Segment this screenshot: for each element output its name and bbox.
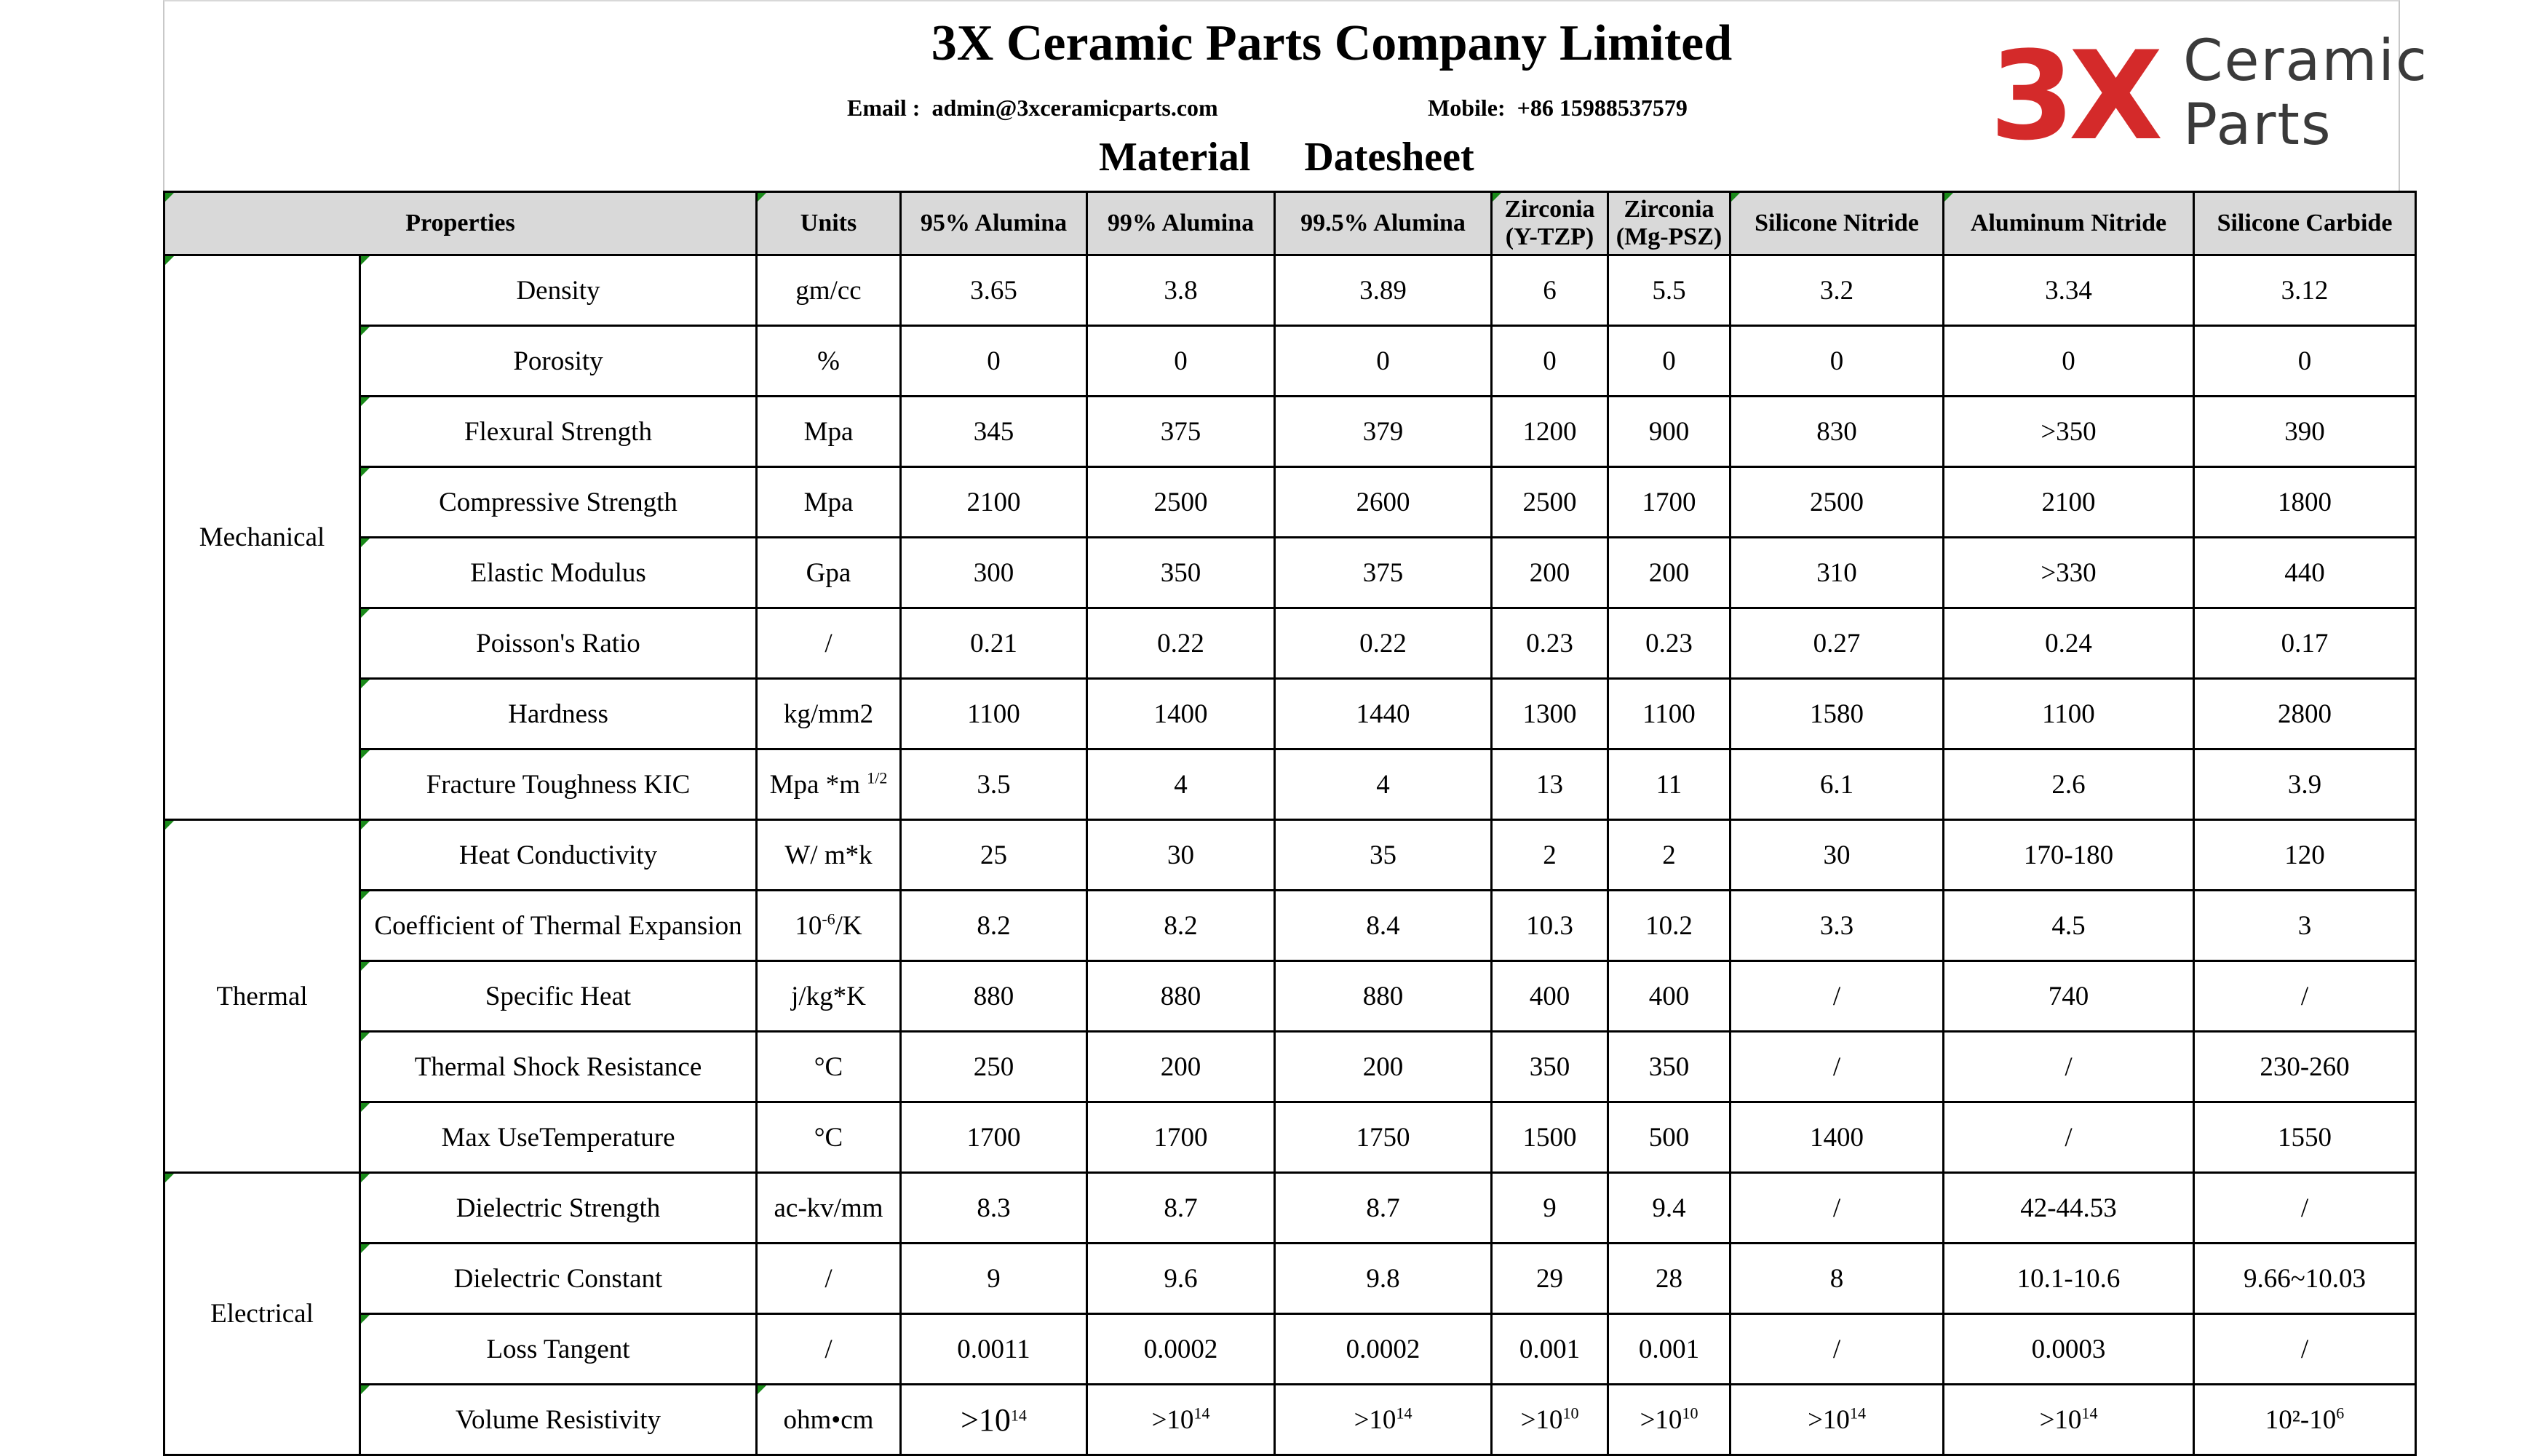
property-cell: Compressive Strength — [360, 467, 757, 538]
value-cell: 5.5 — [1608, 255, 1731, 326]
value-cell: 400 — [1492, 961, 1608, 1032]
value-cell: 0.23 — [1492, 608, 1608, 679]
value-cell: 30 — [1087, 820, 1275, 891]
property-cell: Heat Conductivity — [360, 820, 757, 891]
value-cell: 3.2 — [1731, 255, 1944, 326]
logo-line-parts: Parts — [2183, 92, 2332, 158]
value-cell: 345 — [901, 397, 1087, 467]
value-cell: 1700 — [1087, 1102, 1275, 1173]
value-cell: 375 — [1087, 397, 1275, 467]
value-cell: 310 — [1731, 538, 1944, 608]
value-cell: 1400 — [1087, 679, 1275, 749]
value-cell: 9.8 — [1275, 1244, 1492, 1314]
value-cell: 0 — [2194, 326, 2416, 397]
value-cell: 2600 — [1275, 467, 1492, 538]
value-cell: 3.9 — [2194, 749, 2416, 820]
company-title: 3X Ceramic Parts Company Limited — [931, 15, 1733, 71]
value-cell: 350 — [1608, 1032, 1731, 1102]
value-cell: 3.65 — [901, 255, 1087, 326]
table-row — [164, 749, 2416, 820]
email-line — [847, 90, 1218, 125]
table-row — [164, 1102, 2416, 1173]
email-address: admin@3xceramicparts.com — [931, 95, 1218, 121]
value-cell: 6 — [1492, 255, 1608, 326]
unit-cell: / — [757, 1244, 901, 1314]
value-cell: 830 — [1731, 397, 1944, 467]
value-cell: / — [2194, 1173, 2416, 1244]
value-cell: 880 — [901, 961, 1087, 1032]
value-cell: 4 — [1087, 749, 1275, 820]
value-cell: 1800 — [2194, 467, 2416, 538]
value-cell: 0.17 — [2194, 608, 2416, 679]
value-cell: 0.0011 — [901, 1314, 1087, 1385]
value-cell: 8.2 — [1087, 891, 1275, 961]
unit-cell: kg/mm2 — [757, 679, 901, 749]
value-cell: 2500 — [1731, 467, 1944, 538]
value-cell: 0.24 — [1944, 608, 2194, 679]
value-cell: 0.23 — [1608, 608, 1731, 679]
table-row — [164, 1244, 2416, 1314]
value-cell: 350 — [1087, 538, 1275, 608]
column-header: Properties — [164, 192, 757, 255]
value-cell: 9.4 — [1608, 1173, 1731, 1244]
value-cell: 350 — [1492, 1032, 1608, 1102]
unit-cell: $10^{-6}/K$ — [757, 891, 901, 961]
value-cell: 200 — [1492, 538, 1608, 608]
value-cell: 35 — [1275, 820, 1492, 891]
value-cell: >350 — [1944, 397, 2194, 467]
value-cell: 1440 — [1275, 679, 1492, 749]
property-cell: Fracture Toughness KIC — [360, 749, 757, 820]
value-cell: 0.0002 — [1087, 1314, 1275, 1385]
column-header: Silicone Nitride — [1731, 192, 1944, 255]
value-cell: 740 — [1944, 961, 2194, 1032]
value-cell: 1100 — [901, 679, 1087, 749]
value-cell: 375 — [1275, 538, 1492, 608]
value-cell: 1700 — [1608, 467, 1731, 538]
value-cell: $10^2-10^6$ — [2194, 1385, 2416, 1455]
column-header: Aluminum Nitride — [1944, 192, 2194, 255]
unit-cell: Gpa — [757, 538, 901, 608]
value-cell: / — [1944, 1032, 2194, 1102]
value-cell: 200 — [1087, 1032, 1275, 1102]
value-cell: 4 — [1275, 749, 1492, 820]
datasheet-subtitle — [1099, 128, 1474, 186]
column-header: 99.5% Alumina — [1275, 192, 1492, 255]
table-row — [164, 1032, 2416, 1102]
value-cell: 8.7 — [1087, 1173, 1275, 1244]
value-cell: $>10^{10}$ — [1608, 1385, 1731, 1455]
unit-cell: °C — [757, 1032, 901, 1102]
property-cell: Flexural Strength — [360, 397, 757, 467]
value-cell: 8.7 — [1275, 1173, 1492, 1244]
value-cell: 880 — [1275, 961, 1492, 1032]
value-cell: 200 — [1608, 538, 1731, 608]
value-cell: 0.27 — [1731, 608, 1944, 679]
value-cell: 0.0002 — [1275, 1314, 1492, 1385]
value-cell: 25 — [901, 820, 1087, 891]
value-cell: 11 — [1608, 749, 1731, 820]
value-cell: / — [1731, 961, 1944, 1032]
table-row — [164, 679, 2416, 749]
value-cell: $>10^{14}$ — [901, 1385, 1087, 1455]
table-row — [164, 538, 2416, 608]
value-cell: 440 — [2194, 538, 2416, 608]
unit-cell: / — [757, 1314, 901, 1385]
unit-cell: Mpa — [757, 467, 901, 538]
value-cell: 1550 — [2194, 1102, 2416, 1173]
value-cell: $>10^{10}$ — [1492, 1385, 1608, 1455]
value-cell: 9.6 — [1087, 1244, 1275, 1314]
category-cell: Electrical — [164, 1173, 360, 1455]
category-cell: Thermal — [164, 820, 360, 1173]
value-cell: 9 — [1492, 1173, 1608, 1244]
value-cell: 8.2 — [901, 891, 1087, 961]
value-cell: 300 — [901, 538, 1087, 608]
value-cell: 1750 — [1275, 1102, 1492, 1173]
value-cell: 230-260 — [2194, 1032, 2416, 1102]
value-cell: 2500 — [1492, 467, 1608, 538]
unit-cell: gm/cc — [757, 255, 901, 326]
value-cell: / — [2194, 961, 2416, 1032]
property-cell: Max UseTemperature — [360, 1102, 757, 1173]
value-cell: 200 — [1275, 1032, 1492, 1102]
value-cell: 1100 — [1608, 679, 1731, 749]
email-label: Email : — [847, 95, 921, 121]
value-cell: 0.001 — [1492, 1314, 1608, 1385]
value-cell: 400 — [1608, 961, 1731, 1032]
value-cell: 2 — [1608, 820, 1731, 891]
value-cell: 1580 — [1731, 679, 1944, 749]
value-cell: 0.21 — [901, 608, 1087, 679]
value-cell: 8.4 — [1275, 891, 1492, 961]
value-cell: 3 — [2194, 891, 2416, 961]
value-cell: 0 — [1087, 326, 1275, 397]
material-properties-table — [163, 191, 2417, 1456]
value-cell: 0.22 — [1275, 608, 1492, 679]
column-header: 95% Alumina — [901, 192, 1087, 255]
table-row — [164, 1385, 2416, 1455]
value-cell: 1300 — [1492, 679, 1608, 749]
header-row — [164, 192, 2416, 255]
value-cell: 120 — [2194, 820, 2416, 891]
value-cell: $>10^{14}$ — [1275, 1385, 1492, 1455]
unit-cell: °C — [757, 1102, 901, 1173]
table-row — [164, 608, 2416, 679]
value-cell: / — [1731, 1173, 1944, 1244]
value-cell: 2.6 — [1944, 749, 2194, 820]
property-cell: Loss Tangent — [360, 1314, 757, 1385]
value-cell: 3.5 — [901, 749, 1087, 820]
column-header: 99% Alumina — [1087, 192, 1275, 255]
subtitle-word-datesheet: Datesheet — [1304, 135, 1474, 180]
table-row — [164, 1173, 2416, 1244]
value-cell: 0 — [901, 326, 1087, 397]
value-cell: / — [1731, 1032, 1944, 1102]
table-row — [164, 397, 2416, 467]
value-cell: 0.0003 — [1944, 1314, 2194, 1385]
value-cell: 900 — [1608, 397, 1731, 467]
value-cell: $>10^{14}$ — [1944, 1385, 2194, 1455]
value-cell: 4.5 — [1944, 891, 2194, 961]
column-header: Zirconia (Y-TZP) — [1492, 192, 1608, 255]
property-cell: Specific Heat — [360, 961, 757, 1032]
logo-line-ceramic: Ceramic — [2183, 28, 2428, 94]
value-cell: 390 — [2194, 397, 2416, 467]
value-cell: 2500 — [1087, 467, 1275, 538]
unit-cell: % — [757, 326, 901, 397]
unit-cell: ohm•cm — [757, 1385, 901, 1455]
value-cell: 29 — [1492, 1244, 1608, 1314]
value-cell: 2100 — [901, 467, 1087, 538]
table-row — [164, 820, 2416, 891]
property-cell: Dielectric Strength — [360, 1173, 757, 1244]
value-cell: 2800 — [2194, 679, 2416, 749]
value-cell: 8.3 — [901, 1173, 1087, 1244]
value-cell: 1400 — [1731, 1102, 1944, 1173]
value-cell: 880 — [1087, 961, 1275, 1032]
unit-cell: W/ m*k — [757, 820, 901, 891]
property-cell: Porosity — [360, 326, 757, 397]
value-cell: 42-44.53 — [1944, 1173, 2194, 1244]
property-cell: Hardness — [360, 679, 757, 749]
value-cell: 3.34 — [1944, 255, 2194, 326]
property-cell: Poisson's Ratio — [360, 608, 757, 679]
value-cell: 3.3 — [1731, 891, 1944, 961]
value-cell: 10.1-10.6 — [1944, 1244, 2194, 1314]
value-cell: 8 — [1731, 1244, 1944, 1314]
table-row — [164, 255, 2416, 326]
property-cell: Volume Resistivity — [360, 1385, 757, 1455]
value-cell: 3.8 — [1087, 255, 1275, 326]
value-cell: 2 — [1492, 820, 1608, 891]
value-cell: / — [1944, 1102, 2194, 1173]
table-row — [164, 891, 2416, 961]
value-cell: 3.89 — [1275, 255, 1492, 326]
value-cell: 28 — [1608, 1244, 1731, 1314]
value-cell: 1100 — [1944, 679, 2194, 749]
property-cell: Density — [360, 255, 757, 326]
value-cell: 0.22 — [1087, 608, 1275, 679]
value-cell: 1500 — [1492, 1102, 1608, 1173]
value-cell: 10.3 — [1492, 891, 1608, 961]
value-cell: 13 — [1492, 749, 1608, 820]
value-cell: >330 — [1944, 538, 2194, 608]
subtitle-word-material: Material — [1099, 135, 1251, 180]
value-cell: 0 — [1944, 326, 2194, 397]
property-cell: Thermal Shock Resistance — [360, 1032, 757, 1102]
category-cell: Mechanical — [164, 255, 360, 820]
value-cell: / — [2194, 1314, 2416, 1385]
value-cell: $>10^{14}$ — [1731, 1385, 1944, 1455]
value-cell: 30 — [1731, 820, 1944, 891]
property-cell: Elastic Modulus — [360, 538, 757, 608]
property-cell: Dielectric Constant — [360, 1244, 757, 1314]
value-cell: 0 — [1731, 326, 1944, 397]
value-cell: 0 — [1608, 326, 1731, 397]
value-cell: $>10^{14}$ — [1087, 1385, 1275, 1455]
table-row — [164, 961, 2416, 1032]
mobile-number: +86 15988537579 — [1517, 95, 1688, 121]
unit-cell: / — [757, 608, 901, 679]
value-cell: 2100 — [1944, 467, 2194, 538]
value-cell: 3.12 — [2194, 255, 2416, 326]
value-cell: 10.2 — [1608, 891, 1731, 961]
value-cell: 6.1 — [1731, 749, 1944, 820]
column-header: Units — [757, 192, 901, 255]
mobile-label: Mobile: — [1428, 95, 1506, 121]
value-cell: 9.66~10.03 — [2194, 1244, 2416, 1314]
value-cell: 250 — [901, 1032, 1087, 1102]
value-cell: 379 — [1275, 397, 1492, 467]
property-cell: Coefficient of Thermal Expansion — [360, 891, 757, 961]
table-row — [164, 326, 2416, 397]
logo-wordmark — [2183, 29, 2428, 157]
value-cell: 170-180 — [1944, 820, 2194, 891]
column-header: Silicone Carbide — [2194, 192, 2416, 255]
unit-cell: Mpa — [757, 397, 901, 467]
column-header: Zirconia (Mg-PSZ) — [1608, 192, 1731, 255]
logo-mark: 3X — [1990, 29, 2158, 153]
value-cell: 500 — [1608, 1102, 1731, 1173]
value-cell: 0.001 — [1608, 1314, 1731, 1385]
unit-cell: j/kg*K — [757, 961, 901, 1032]
value-cell: 1200 — [1492, 397, 1608, 467]
value-cell: 0 — [1492, 326, 1608, 397]
table-row — [164, 1314, 2416, 1385]
value-cell: 1700 — [901, 1102, 1087, 1173]
value-cell: 0 — [1275, 326, 1492, 397]
table-row — [164, 467, 2416, 538]
mobile-line — [1428, 90, 1688, 125]
unit-cell: ac-kv/mm — [757, 1173, 901, 1244]
value-cell: / — [1731, 1314, 1944, 1385]
value-cell: 9 — [901, 1244, 1087, 1314]
unit-cell: Mpa *m $^{1/2}$ — [757, 749, 901, 820]
